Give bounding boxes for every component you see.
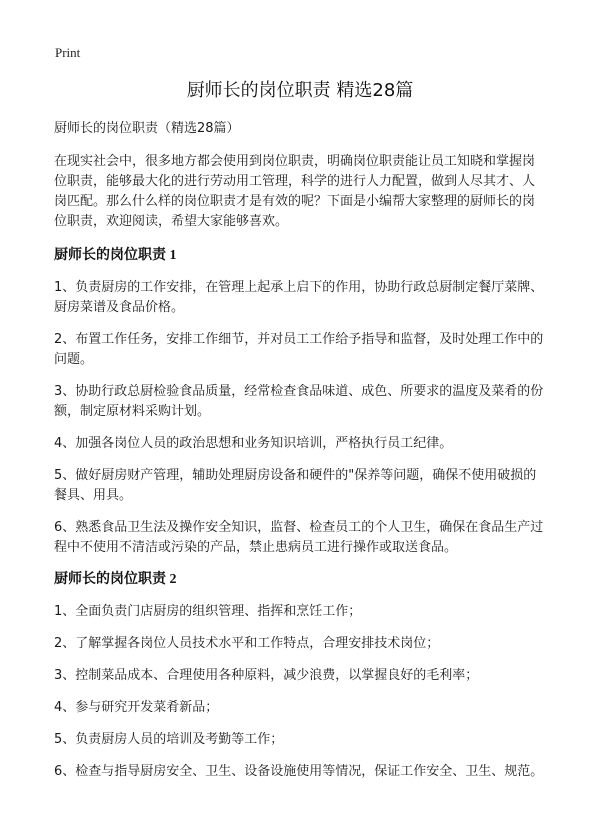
list-item: 4、加强各岗位人员的政治思想和业务知识培训，严格执行员工纪律。 [54,436,453,451]
list-item: 4、参与研究开发菜肴新品； [54,700,219,715]
list-item: 5、做好厨房财产管理，辅助处理厨房设备和硬件的"保养等问题，确保不使用破损的餐具、用具。 [54,468,537,503]
list-item: 2、布置工作任务，安排工作细节，并对员工工作给予指导和监督，及时处理工作中的问题。 [54,332,544,367]
list-item: 3、控制菜品成本、合理使用各种原料，减少浪费，以掌握良好的毛利率； [54,668,479,683]
list-item: 3、协助行政总厨检验食品质量，经常检查食品味道、成色、所要求的温度及菜肴的份额，制定原材料采购计划。 [54,384,544,419]
section-heading: 厨师长的岗位职责 2 [54,572,177,587]
list-item: 1、负责厨房的工作安排，在管理上起承上启下的作用，协助行政总厨制定餐厅菜牌、厨房菜谱及食品价格。 [54,280,544,315]
list-item: 6、检查与指导厨房安全、卫生、设备设施使用等情况，保证工作安全、卫生、规范。 [54,764,544,779]
list-item: 2、了解掌握各岗位人员技术水平和工作特点，合理安排技术岗位； [54,636,440,651]
list-item: 6、熟悉食品卫生法及操作安全知识，监督、检查员工的个人卫生，确保在食品生产过程中不使用不清洁或污染的产品，禁止患病员工进行操作或取送食品。 [54,520,544,555]
page-title: 厨师长的岗位职责 精选28篇 [186,80,414,101]
document-body [54,119,546,794]
print-link[interactable]: Print [55,45,81,60]
intro-paragraph: 在现实社会中，很多地方都会使用到岗位职责，明确岗位职责能让员工知晓和掌握岗位职责，能够最大化的进行劳动用工管理，科学的进行人力配置，做到人尽其才、人岗匹配。那么什么样的岗位职责才是有效的呢？下面是小编帮大家整理的厨师长的岗位职责，欢迎阅读，希望大家能够喜欢。 [54,154,536,229]
section-heading: 厨师长的岗位职责 1 [54,248,177,263]
section-1 [54,246,546,558]
list-item: 1、全面负责门店厨房的组织管理、指挥和烹饪工作； [54,604,362,619]
section-2 [54,570,546,782]
list-item: 5、负责厨房人员的培训及考勤等工作； [54,732,284,747]
document-subtitle: 厨师长的岗位职责（精选28篇） [54,121,240,136]
